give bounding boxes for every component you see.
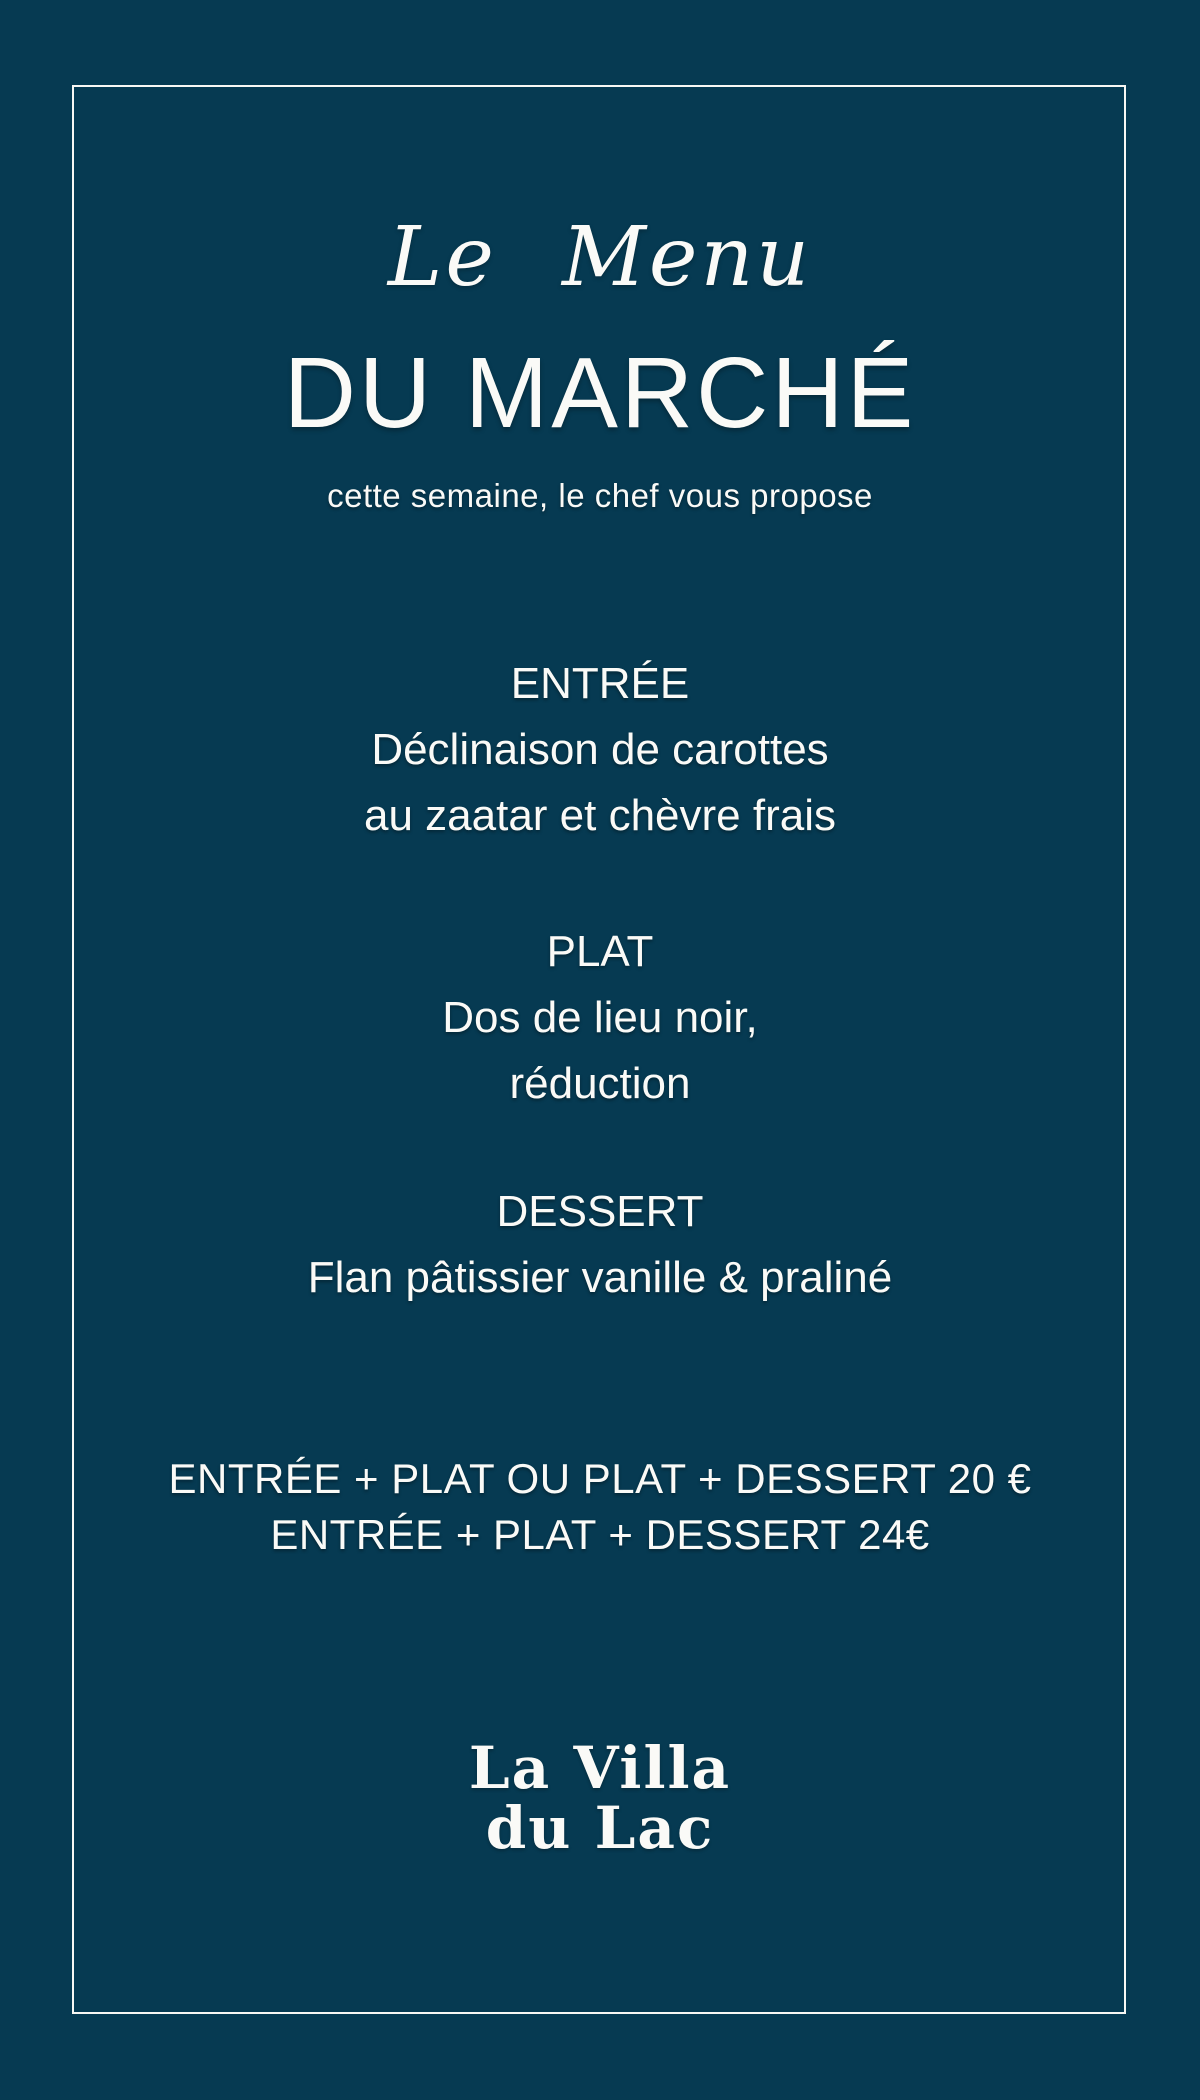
pricing-block	[0, 1451, 1200, 1563]
restaurant-logo	[0, 1734, 1200, 1862]
course-label-plat: PLAT	[546, 927, 654, 976]
script-title: Le Menu	[387, 210, 813, 305]
course-label-entree: ENTRÉE	[510, 659, 690, 708]
menu-section-dessert	[0, 1179, 1200, 1311]
logo-line: La Villa	[468, 1734, 732, 1802]
dish-line: Dos de lieu noir,	[442, 993, 758, 1042]
page-title: DU MARCHÉ	[283, 337, 917, 449]
price-line: ENTRÉE + PLAT + DESSERT 24€	[270, 1511, 930, 1558]
dish-line: réduction	[509, 1059, 691, 1108]
dish-line: Déclinaison de carottes	[371, 725, 829, 774]
price-line: ENTRÉE + PLAT OU PLAT + DESSERT 20 €	[168, 1455, 1032, 1502]
course-label-dessert: DESSERT	[496, 1187, 704, 1236]
dish-line: Flan pâtissier vanille & praliné	[307, 1253, 893, 1302]
menu-section-entree	[0, 651, 1200, 849]
logo-line: du Lac	[485, 1794, 715, 1862]
menu-section-plat	[0, 919, 1200, 1117]
subtitle: cette semaine, le chef vous propose	[327, 477, 873, 514]
dish-line: au zaatar et chèvre frais	[363, 791, 836, 840]
